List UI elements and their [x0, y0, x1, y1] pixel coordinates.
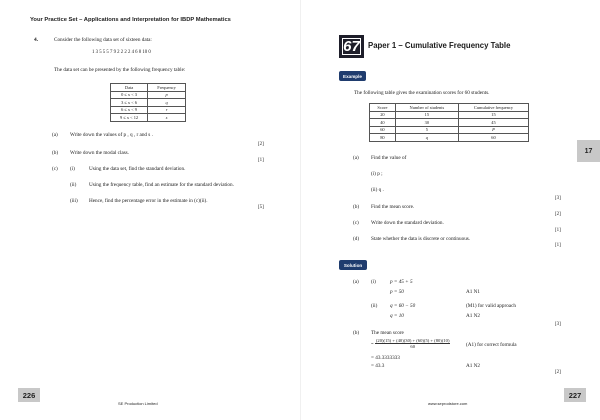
solution-line: = 43.3: [371, 363, 385, 369]
part-sublabel: (ii): [70, 182, 77, 188]
question-marks: [1]: [555, 228, 561, 233]
table-cell: 30: [395, 119, 458, 127]
table-cell: 15: [395, 111, 458, 119]
question-marks: [1]: [555, 243, 561, 248]
table-header-row: [370, 104, 529, 112]
part-text: Using the frequency table, find an estimate for the standard deviation.: [89, 182, 234, 188]
solution-marks: A1 N1: [466, 289, 480, 295]
solution-marks: A1 N2: [466, 363, 480, 369]
table-cell: q: [148, 99, 186, 107]
chapter-side-tab: 17: [577, 140, 600, 162]
part-text: Write down the values of p , q , r and s .: [70, 132, 153, 138]
solution-total-marks: [2]: [555, 370, 561, 375]
table-cell: 6 ≤ x < 9: [111, 106, 148, 114]
table-header-row: [111, 84, 186, 92]
topic-number-badge: 67: [339, 35, 364, 58]
solution-line: p = 45 + 5: [390, 279, 413, 285]
solution-line: = 43.3333333: [371, 355, 400, 361]
table-cell: r: [148, 106, 186, 114]
part-label: (c): [52, 166, 58, 172]
part-sublabel: (iii): [70, 198, 78, 204]
table-cell: P: [458, 126, 528, 134]
fraction: [375, 338, 451, 349]
example-intro: The following table gives the examination scores for 60 students.: [354, 90, 490, 96]
table-cell: s: [148, 114, 186, 122]
question-label: (c): [353, 220, 359, 226]
footer-left: SE Production Limited: [118, 401, 158, 406]
question-marks: [2]: [555, 212, 561, 217]
table-intro: The data set can be presented by the following frequency table:: [54, 67, 186, 73]
table-cell: q: [395, 134, 458, 142]
question-label: (a): [353, 155, 359, 161]
solution-marks: (M1) for valid approach: [466, 303, 516, 309]
part-marks: [5]: [258, 205, 264, 210]
page-gutter: [300, 0, 301, 420]
solution-total-marks: [3]: [555, 322, 561, 327]
table-cell: 20: [370, 111, 396, 119]
table-header-cell: Frequency: [148, 84, 186, 92]
page-number-right: 227: [564, 388, 586, 402]
question-number: 4.: [34, 37, 39, 43]
table-cell: 5: [395, 126, 458, 134]
table-cell: 9 ≤ x < 12: [111, 114, 148, 122]
table-header-cell: Cumulative frequency: [458, 104, 528, 112]
part-marks: [2]: [258, 142, 264, 147]
question-text: (ii) q .: [371, 187, 384, 193]
fraction-denominator: 60: [410, 344, 415, 349]
solution-sub-label: (i): [371, 279, 376, 285]
page-number-left: 226: [18, 388, 40, 402]
solution-line: The mean score: [371, 330, 404, 336]
table-cell: 45: [458, 119, 528, 127]
footer-right: www.seprodstore.com: [428, 401, 468, 406]
solution-part-label: (b): [353, 330, 360, 336]
table-cell: 0 ≤ x < 3: [111, 91, 148, 99]
book-header: Your Practice Set – Applications and Interpretation for IBDP Mathematics: [30, 17, 231, 23]
table-cell: 80: [370, 134, 396, 142]
question-label: (d): [353, 236, 360, 242]
part-sublabel: (i): [70, 166, 75, 172]
page-title: Paper 1 – Cumulative Frequency Table: [368, 41, 511, 50]
part-marks: [1]: [258, 158, 264, 163]
example-label: Example: [339, 71, 366, 81]
score-table: [369, 103, 529, 142]
part-text: Using the data set, find the standard deviation.: [89, 166, 186, 172]
fraction-numerator: (20)(15) + (40)(30) + (60)(5) + (80)(10): [375, 338, 450, 343]
table-row: [370, 111, 529, 119]
table-row: [111, 106, 186, 114]
table-cell: 60: [370, 126, 396, 134]
solution-part-label: (a): [353, 279, 359, 285]
solution-line: p = 50: [390, 289, 404, 295]
question-text: Find the mean score.: [371, 204, 415, 210]
table-row: [111, 114, 186, 122]
question-marks: [3]: [555, 196, 561, 201]
question-intro: Consider the following data set of sixteen data:: [54, 37, 152, 43]
table-cell: 60: [458, 134, 528, 142]
table-cell: 40: [370, 119, 396, 127]
question-label: (b): [353, 204, 360, 210]
dataset-values: 1 3 5 5 5 7 9 2 2 2 2 4 6 8 10 0: [92, 50, 151, 55]
part-label: (b): [52, 150, 59, 156]
table-cell: 3 ≤ x < 6: [111, 99, 148, 107]
part-text: Write down the modal class.: [70, 150, 129, 156]
table-row: [370, 126, 529, 134]
table-row: [370, 119, 529, 127]
table-row: [111, 91, 186, 99]
mean-fraction: = $\frac{(20)(15) + (40)(30) + (60)(5) + (80)(10)}{60}$: [371, 338, 450, 349]
table-header-cell: Number of students: [395, 104, 458, 112]
question-text: Find the value of: [371, 155, 407, 161]
table-header-cell: Data: [111, 84, 148, 92]
question-text: State whether the data is discrete or continuous.: [371, 236, 471, 242]
question-text: (i) p ;: [371, 171, 383, 177]
part-text: Hence, find the percentage error in the estimate in (c)(ii).: [89, 198, 208, 204]
solution-marks: (A1) for correct formula: [466, 342, 517, 348]
part-label: (a): [52, 132, 58, 138]
solution-marks: A1 N2: [466, 313, 480, 319]
solution-label: Solution: [339, 260, 367, 270]
frequency-table: [110, 83, 186, 122]
table-cell: 15: [458, 111, 528, 119]
solution-sub-label: (ii): [371, 303, 378, 309]
table-row: [111, 99, 186, 107]
solution-line: q = 10: [390, 313, 404, 319]
question-text: Write down the standard deviation.: [371, 220, 444, 226]
table-header-cell: Score: [370, 104, 396, 112]
table-row: [370, 134, 529, 142]
solution-line: q = 60 − 50: [390, 303, 416, 309]
table-cell: p: [148, 91, 186, 99]
